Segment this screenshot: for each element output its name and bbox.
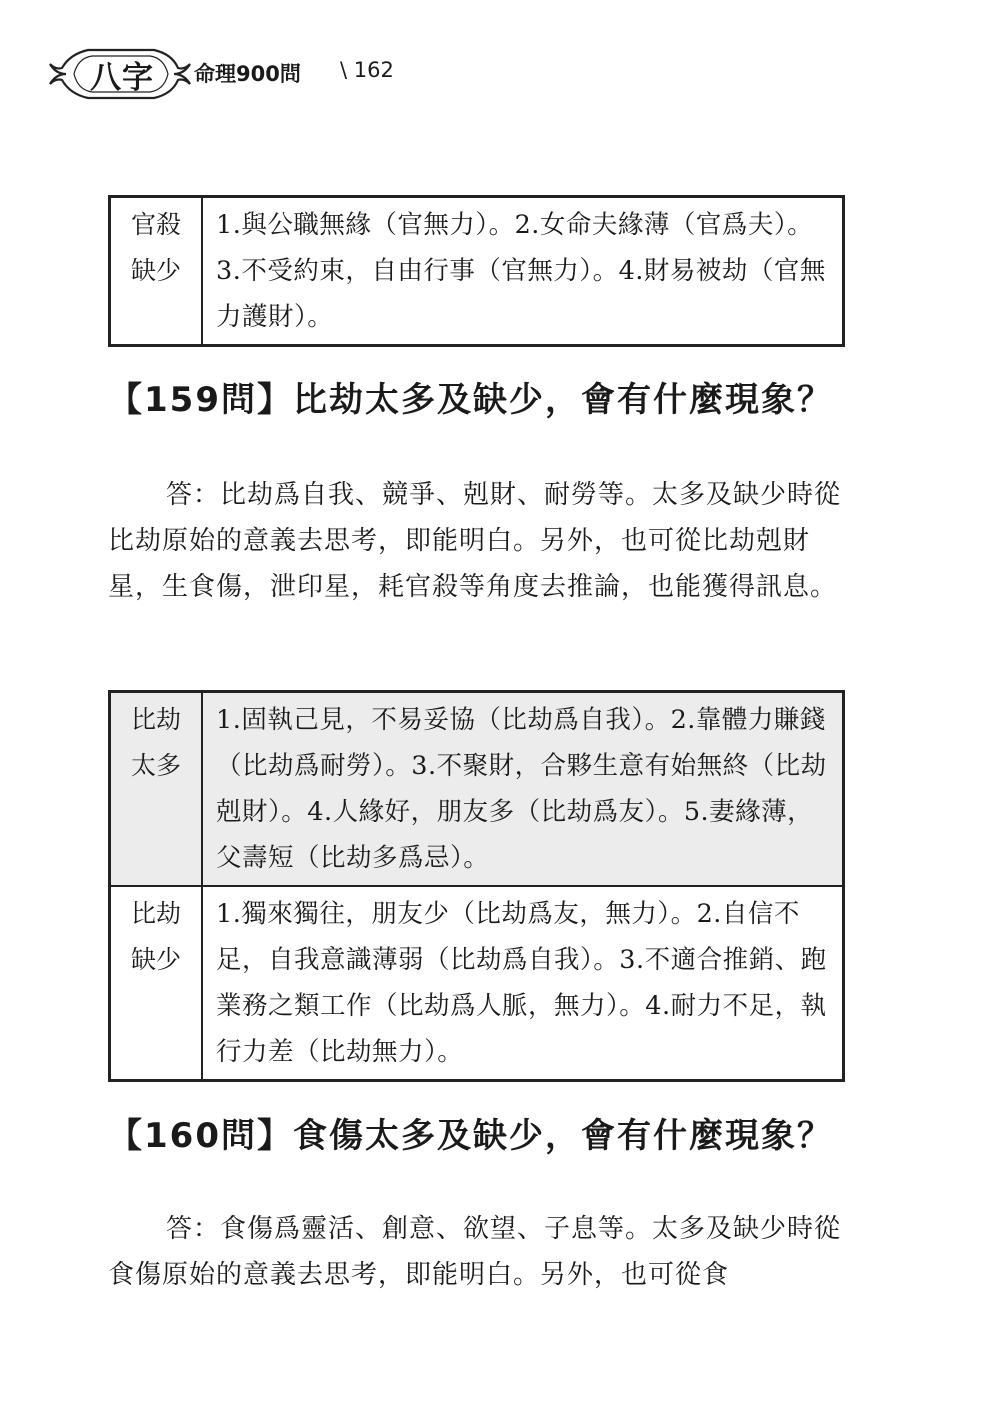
row-text: 1.固執己見，不易妥協（比劫爲自我）。2.靠體力賺錢（比劫爲耐勞）。3.不聚財，合夥生意有始無終（比劫剋財）。4.人緣好，朋友多（比劫爲友）。5.妻緣薄，父壽短（比劫多爲忌）。 (202, 692, 844, 887)
question-160-title: 【160問】食傷太多及缺少，會有什麼現象？ (108, 1116, 833, 1156)
page-number: \ 162 (340, 58, 394, 82)
row-text: 1.與公職無緣（官無力）。2.女命夫緣薄（官爲夫）。3.不受約束，自由行事（官無力）。4.財易被劫（官無力護財）。 (202, 197, 844, 346)
table-bijie (108, 690, 845, 1082)
page-header (44, 40, 464, 108)
row-label: 比劫 太多 (110, 692, 203, 887)
row-label: 官殺 缺少 (110, 197, 203, 346)
table-row (110, 197, 844, 346)
table-guansha (108, 195, 845, 347)
table-row (110, 886, 844, 1081)
header-badge: 八字 (90, 60, 154, 96)
question-159-answer: 答：比劫爲自我、競爭、剋財、耐勞等。太多及缺少時從比劫原始的意義去思考，即能明白。另外，也可從比劫剋財星，生食傷，泄印星，耗官殺等角度去推論，也能獲得訊息。 (108, 480, 842, 602)
row-text: 1.獨來獨往，朋友少（比劫爲友，無力）。2.自信不足，自我意識薄弱（比劫爲自我）。3.不適合推銷、跑業務之類工作（比劫爲人脈，無力）。4.耐力不足，執行力差（比劫無力）。 (202, 886, 844, 1081)
header-title: 命理900問 (194, 62, 301, 86)
row-label: 比劫 缺少 (110, 886, 203, 1081)
question-160-answer: 答：食傷爲靈活、創意、欲望、子息等。太多及缺少時從食傷原始的意義去思考，即能明白。另外，也可從食 (108, 1214, 842, 1290)
question-159-title: 【159問】比劫太多及缺少，會有什麼現象？ (108, 380, 833, 420)
table-row (110, 692, 844, 887)
